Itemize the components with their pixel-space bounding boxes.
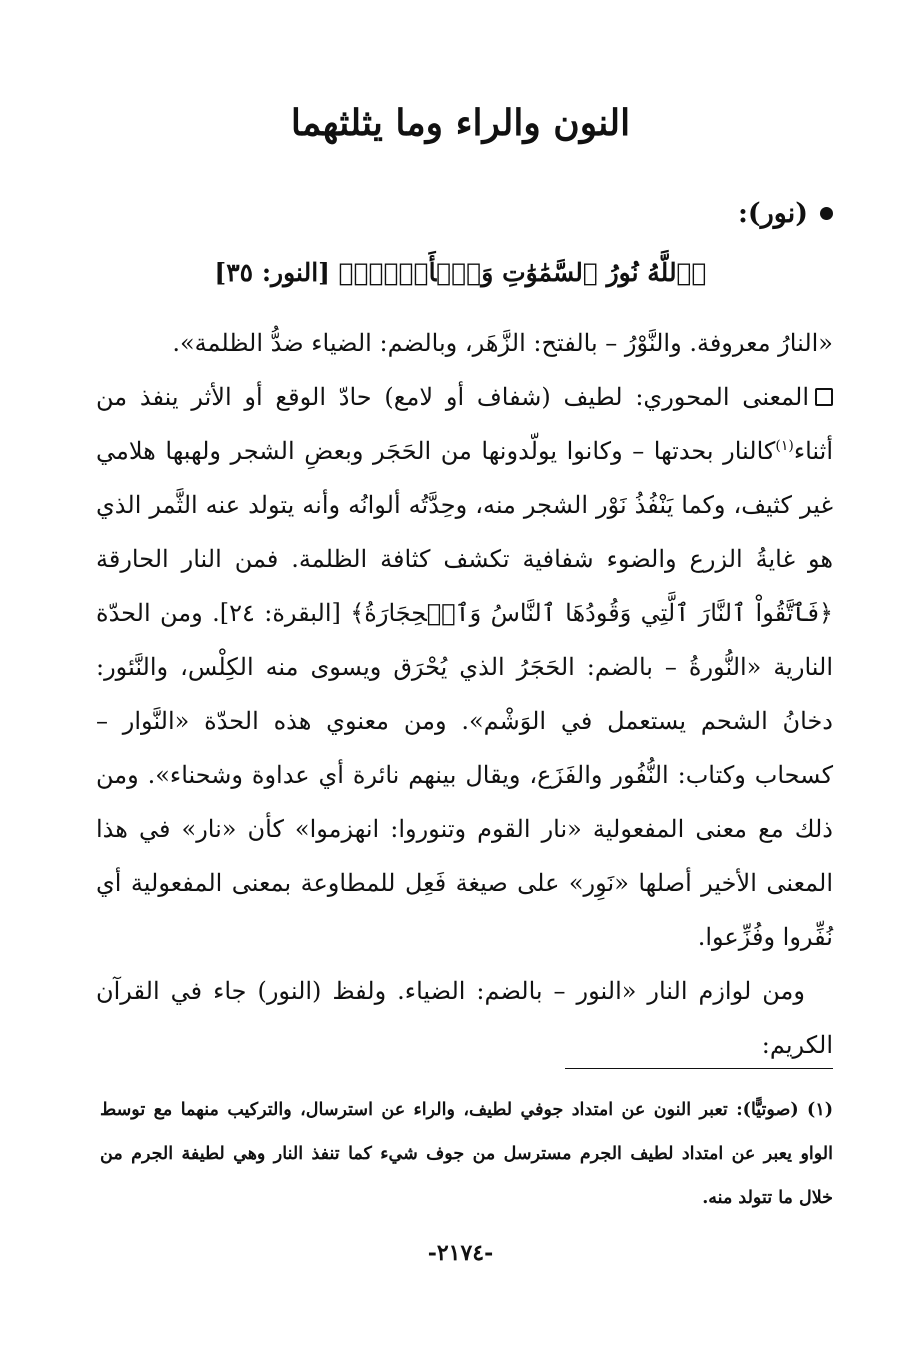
square-bullet-icon — [815, 388, 833, 406]
core-meaning-text-start: المعنى المحوري: لطيف (شفاف أو لامع) حادّ الوقع أو الأثر ينفذ من أثناء — [96, 383, 833, 465]
chapter-title: النون والراء وما يثلثهما — [290, 102, 631, 144]
entry-body — [96, 316, 833, 1072]
closing-paragraph: ومن لوازم النار «النور – بالضم: الضياء. ولفظ (النور) جاء في القرآن الكريم: — [96, 977, 833, 1059]
footnote-divider — [565, 1068, 833, 1069]
entry-heading-text: (نور): — [737, 198, 808, 229]
footnote-text: (١) (صوتيًّا): تعبر النون عن امتداد جوفي لطيف، والراء عن استرسال، والتركيب منهما مع توسط الواو يعبر عن امتداد لطيف الجرم مسترسل من جوف شيء كما تنفذ النار وهي لطيفة الجرم من خلال ما تتولد منه. — [100, 1100, 833, 1208]
core-meaning-paragraph — [96, 370, 833, 964]
quran-verse: ﴿ٱللَّهُ نُورُ ٱلسَّمَٰوَٰتِ وَٱلۡأَرۡضِۚ﴾ [النور: ٣٥] — [214, 258, 707, 287]
core-meaning-text-end: كالنار بحدتها – وكانوا يولّدونها من الحَجَر وبعضِ الشجر ولهبها هلامي غير كثيف، وكما يَنْفُذُ نَوْر الشجر منه، وحِدَّتُه ألوانُه وأنه يتولد عنه الثَّمر الذي هو غايةُ الزرع والضوء شفافية تكشف كثافة الظلمة. فمن النار الحارقة ﴿فَٱتَّقُواْ ٱلنَّارَ ٱلَّتِي وَقُودُهَا ٱلنَّاسُ وَٱلۡحِجَارَةُ﴾ [البقرة: ٢٤]. ومن الحدّة النارية «النُّورةُ – بالضم: الحَجَرُ الذي يُحْرَق ويسوى منه الكِلْس، والنَّئور: دخانُ الشحم يستعمل في الوَشْم». ومن معنوي هذه الحدّة «النَّوار – كسحاب وكتاب: النُّفُور والفَزَع، ويقال بينهم نائرة أي عداوة وشحناء». ومن ذلك مع معنى المفعولية «نار القوم وتنوروا: انهزموا» كأن «نار» في هذا المعنى الأخير أصلها «نَوِر» على صيغة فَعِل للمطاوعة بمعنى المفعولية أي نُفِّروا وفُزِّعوا. — [96, 437, 834, 951]
footnote-marker: (١) — [775, 438, 794, 454]
page-number: -٢١٧٤- — [427, 1240, 494, 1266]
entry-heading — [738, 198, 833, 229]
bullet-icon — [820, 207, 833, 220]
footnote — [100, 1088, 833, 1220]
definition-paragraph: «النارُ معروفة. والنَّوْرُ – بالفتح: الزَّهَر، وبالضم: الضياء ضدُّ الظلمة». — [172, 329, 833, 357]
